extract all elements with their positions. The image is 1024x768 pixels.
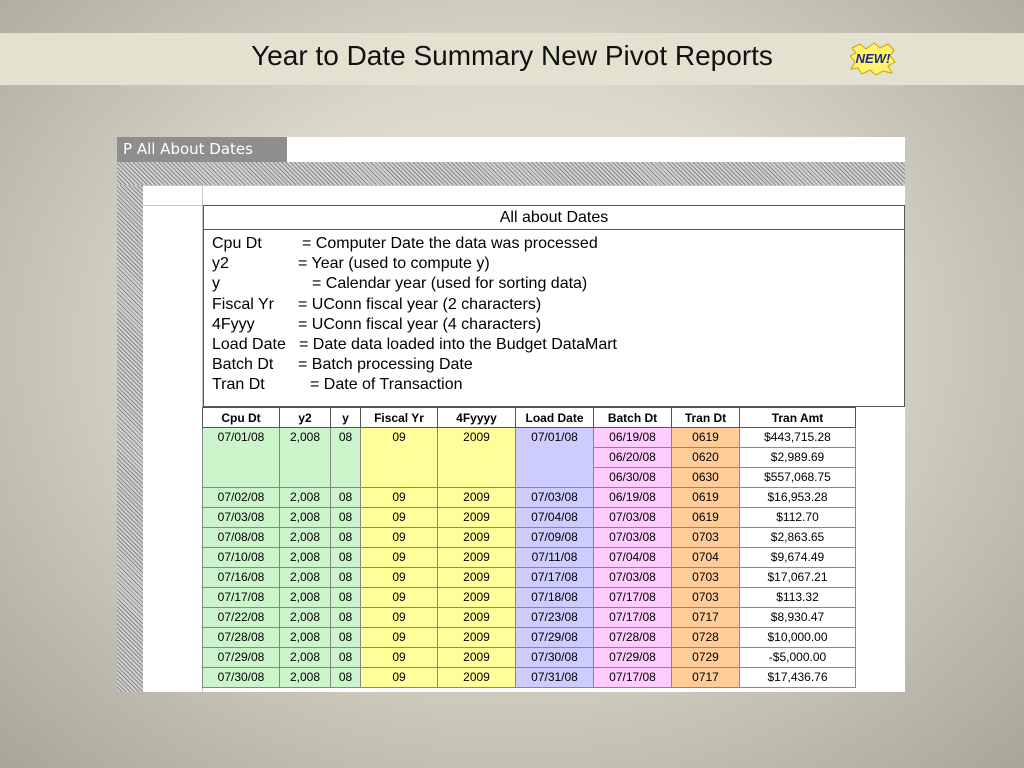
column-header[interactable]: Batch Dt xyxy=(594,408,672,428)
table-header-row xyxy=(203,408,856,428)
cpu-dt-cell: 07/02/08 xyxy=(203,488,280,508)
load-date-cell: 07/01/08 xyxy=(516,428,594,488)
dates-table xyxy=(202,407,856,688)
description-header: All about Dates xyxy=(204,206,904,230)
table-row xyxy=(203,528,856,548)
fiscal-yr-cell: 09 xyxy=(361,528,438,548)
batch-dt-cell: 07/17/08 xyxy=(594,668,672,688)
cpu-dt-cell: 07/30/08 xyxy=(203,668,280,688)
table-row xyxy=(203,628,856,648)
tran-dt-cell: 0728 xyxy=(672,628,740,648)
y2-cell: 2,008 xyxy=(280,668,331,688)
y2-cell: 2,008 xyxy=(280,488,331,508)
description-term: y xyxy=(212,275,220,293)
cpu-dt-cell: 07/29/08 xyxy=(203,648,280,668)
fyyyy-cell: 2009 xyxy=(438,488,516,508)
table-row xyxy=(203,568,856,588)
tran-amt-cell: $2,863.65 xyxy=(740,528,856,548)
fyyyy-cell: 2009 xyxy=(438,668,516,688)
table-row xyxy=(203,608,856,628)
tran-amt-cell: $443,715.28 xyxy=(740,428,856,448)
description-text: = UConn fiscal year (2 characters) xyxy=(298,295,542,313)
table-row xyxy=(203,588,856,608)
column-header[interactable]: y xyxy=(331,408,361,428)
batch-dt-cell: 07/28/08 xyxy=(594,628,672,648)
description-term: Batch Dt xyxy=(212,356,274,374)
row-hatch xyxy=(117,185,143,692)
fyyyy-cell: 2009 xyxy=(438,508,516,528)
y2-cell: 2,008 xyxy=(280,568,331,588)
tran-dt-cell: 0717 xyxy=(672,608,740,628)
description-term: Tran Dt xyxy=(212,376,265,394)
tran-amt-cell: $112.70 xyxy=(740,508,856,528)
tran-amt-cell: $557,068.75 xyxy=(740,468,856,488)
fiscal-yr-cell: 09 xyxy=(361,508,438,528)
description-term: Cpu Dt xyxy=(212,235,262,252)
description-term: y2 xyxy=(212,255,229,273)
load-date-cell: 07/11/08 xyxy=(516,548,594,568)
cpu-dt-cell: 07/28/08 xyxy=(203,628,280,648)
fiscal-yr-cell: 09 xyxy=(361,568,438,588)
y-cell: 08 xyxy=(331,568,361,588)
load-date-cell: 07/23/08 xyxy=(516,608,594,628)
batch-dt-cell: 06/20/08 xyxy=(594,448,672,468)
description-line xyxy=(212,234,904,254)
load-date-cell: 07/31/08 xyxy=(516,668,594,688)
tran-dt-cell: 0619 xyxy=(672,488,740,508)
y-cell: 08 xyxy=(331,428,361,488)
y-cell: 08 xyxy=(331,608,361,628)
tran-dt-cell: 0717 xyxy=(672,668,740,688)
description-line xyxy=(212,315,904,335)
y-cell: 08 xyxy=(331,528,361,548)
fiscal-yr-cell: 09 xyxy=(361,428,438,488)
tran-dt-cell: 0630 xyxy=(672,468,740,488)
description-text: = UConn fiscal year (4 characters) xyxy=(298,315,542,333)
y-cell: 08 xyxy=(331,488,361,508)
table-row xyxy=(203,668,856,688)
fiscal-yr-cell: 09 xyxy=(361,648,438,668)
tran-amt-cell: -$5,000.00 xyxy=(740,648,856,668)
description-line xyxy=(212,335,904,355)
fiscal-yr-cell: 09 xyxy=(361,488,438,508)
tran-dt-cell: 0619 xyxy=(672,428,740,448)
description-line xyxy=(212,295,904,315)
batch-dt-cell: 06/30/08 xyxy=(594,468,672,488)
load-date-cell: 07/04/08 xyxy=(516,508,594,528)
tran-dt-cell: 0703 xyxy=(672,588,740,608)
description-text: = Computer Date the data was processed xyxy=(302,235,598,252)
cpu-dt-cell: 07/01/08 xyxy=(203,428,280,488)
cpu-dt-cell: 07/03/08 xyxy=(203,508,280,528)
tran-amt-cell: $17,067.21 xyxy=(740,568,856,588)
batch-dt-cell: 06/19/08 xyxy=(594,428,672,448)
y-cell: 08 xyxy=(331,588,361,608)
fiscal-yr-cell: 09 xyxy=(361,608,438,628)
fyyyy-cell: 2009 xyxy=(438,568,516,588)
fyyyy-cell: 2009 xyxy=(438,648,516,668)
description-text: = Batch processing Date xyxy=(298,356,473,374)
fiscal-yr-cell: 09 xyxy=(361,668,438,688)
tran-dt-cell: 0619 xyxy=(672,508,740,528)
table-row xyxy=(203,648,856,668)
y2-cell: 2,008 xyxy=(280,648,331,668)
new-badge-text: NEW! xyxy=(855,51,891,66)
column-header[interactable]: Cpu Dt xyxy=(203,408,280,428)
fiscal-yr-cell: 09 xyxy=(361,588,438,608)
description-text: = Year (used to compute y) xyxy=(298,255,490,273)
description-line xyxy=(212,254,904,274)
tran-dt-cell: 0620 xyxy=(672,448,740,468)
description-line xyxy=(212,274,904,294)
header-hatch xyxy=(117,162,905,185)
report-sheet xyxy=(143,185,905,692)
description-box xyxy=(203,205,905,407)
column-header[interactable]: y2 xyxy=(280,408,331,428)
description-text: = Date of Transaction xyxy=(310,376,463,394)
tran-amt-cell: $16,953.28 xyxy=(740,488,856,508)
batch-dt-cell: 07/04/08 xyxy=(594,548,672,568)
y2-cell: 2,008 xyxy=(280,528,331,548)
tran-dt-cell: 0704 xyxy=(672,548,740,568)
tran-amt-cell: $8,930.47 xyxy=(740,608,856,628)
table-row xyxy=(203,428,856,448)
batch-dt-cell: 06/19/08 xyxy=(594,488,672,508)
column-header[interactable]: Fiscal Yr xyxy=(361,408,438,428)
cpu-dt-cell: 07/10/08 xyxy=(203,548,280,568)
y2-cell: 2,008 xyxy=(280,508,331,528)
y2-cell: 2,008 xyxy=(280,608,331,628)
table-row xyxy=(203,488,856,508)
tran-amt-cell: $9,674.49 xyxy=(740,548,856,568)
batch-dt-cell: 07/29/08 xyxy=(594,648,672,668)
load-date-cell: 07/17/08 xyxy=(516,568,594,588)
new-badge-icon xyxy=(850,42,896,76)
description-term: 4Fyyy xyxy=(212,315,255,333)
description-list xyxy=(204,230,904,396)
tran-amt-cell: $2,989.69 xyxy=(740,448,856,468)
tran-amt-cell: $10,000.00 xyxy=(740,628,856,648)
fyyyy-cell: 2009 xyxy=(438,608,516,628)
y-cell: 08 xyxy=(331,648,361,668)
y-cell: 08 xyxy=(331,628,361,648)
load-date-cell: 07/18/08 xyxy=(516,588,594,608)
pivot-report-window xyxy=(117,137,905,692)
description-term: Fiscal Yr xyxy=(212,295,274,313)
description-text: = Date data loaded into the Budget DataMart xyxy=(299,336,617,354)
load-date-cell: 07/09/08 xyxy=(516,528,594,548)
cpu-dt-cell: 07/08/08 xyxy=(203,528,280,548)
tran-dt-cell: 0729 xyxy=(672,648,740,668)
fiscal-yr-cell: 09 xyxy=(361,628,438,648)
batch-dt-cell: 07/17/08 xyxy=(594,608,672,628)
load-date-cell: 07/03/08 xyxy=(516,488,594,508)
page-title: Year to Date Summary New Pivot Reports xyxy=(251,40,773,71)
table-row xyxy=(203,548,856,568)
y2-cell: 2,008 xyxy=(280,588,331,608)
tran-amt-cell: $17,436.76 xyxy=(740,668,856,688)
tran-dt-cell: 0703 xyxy=(672,528,740,548)
batch-dt-cell: 07/03/08 xyxy=(594,508,672,528)
column-header[interactable]: Load Date xyxy=(516,408,594,428)
y-cell: 08 xyxy=(331,508,361,528)
column-header[interactable]: Tran Amt xyxy=(740,408,856,428)
description-line xyxy=(212,355,904,375)
cpu-dt-cell: 07/16/08 xyxy=(203,568,280,588)
table-row xyxy=(203,508,856,528)
fyyyy-cell: 2009 xyxy=(438,548,516,568)
cpu-dt-cell: 07/22/08 xyxy=(203,608,280,628)
fiscal-yr-cell: 09 xyxy=(361,548,438,568)
batch-dt-cell: 07/17/08 xyxy=(594,588,672,608)
batch-dt-cell: 07/03/08 xyxy=(594,528,672,548)
load-date-cell: 07/30/08 xyxy=(516,648,594,668)
column-header[interactable]: 4Fyyyy xyxy=(438,408,516,428)
load-date-cell: 07/29/08 xyxy=(516,628,594,648)
description-text: = Calendar year (used for sorting data) xyxy=(312,275,588,293)
fyyyy-cell: 2009 xyxy=(438,628,516,648)
y2-cell: 2,008 xyxy=(280,428,331,488)
tran-amt-cell: $113.32 xyxy=(740,588,856,608)
description-term: Load Date xyxy=(212,336,286,354)
y2-cell: 2,008 xyxy=(280,628,331,648)
y-cell: 08 xyxy=(331,668,361,688)
fyyyy-cell: 2009 xyxy=(438,588,516,608)
fyyyy-cell: 2009 xyxy=(438,528,516,548)
cpu-dt-cell: 07/17/08 xyxy=(203,588,280,608)
fyyyy-cell: 2009 xyxy=(438,428,516,488)
y-cell: 08 xyxy=(331,548,361,568)
report-tab[interactable]: P All About Dates xyxy=(117,137,287,162)
tran-dt-cell: 0703 xyxy=(672,568,740,588)
y2-cell: 2,008 xyxy=(280,548,331,568)
column-header[interactable]: Tran Dt xyxy=(672,408,740,428)
batch-dt-cell: 07/03/08 xyxy=(594,568,672,588)
description-line xyxy=(212,375,904,395)
